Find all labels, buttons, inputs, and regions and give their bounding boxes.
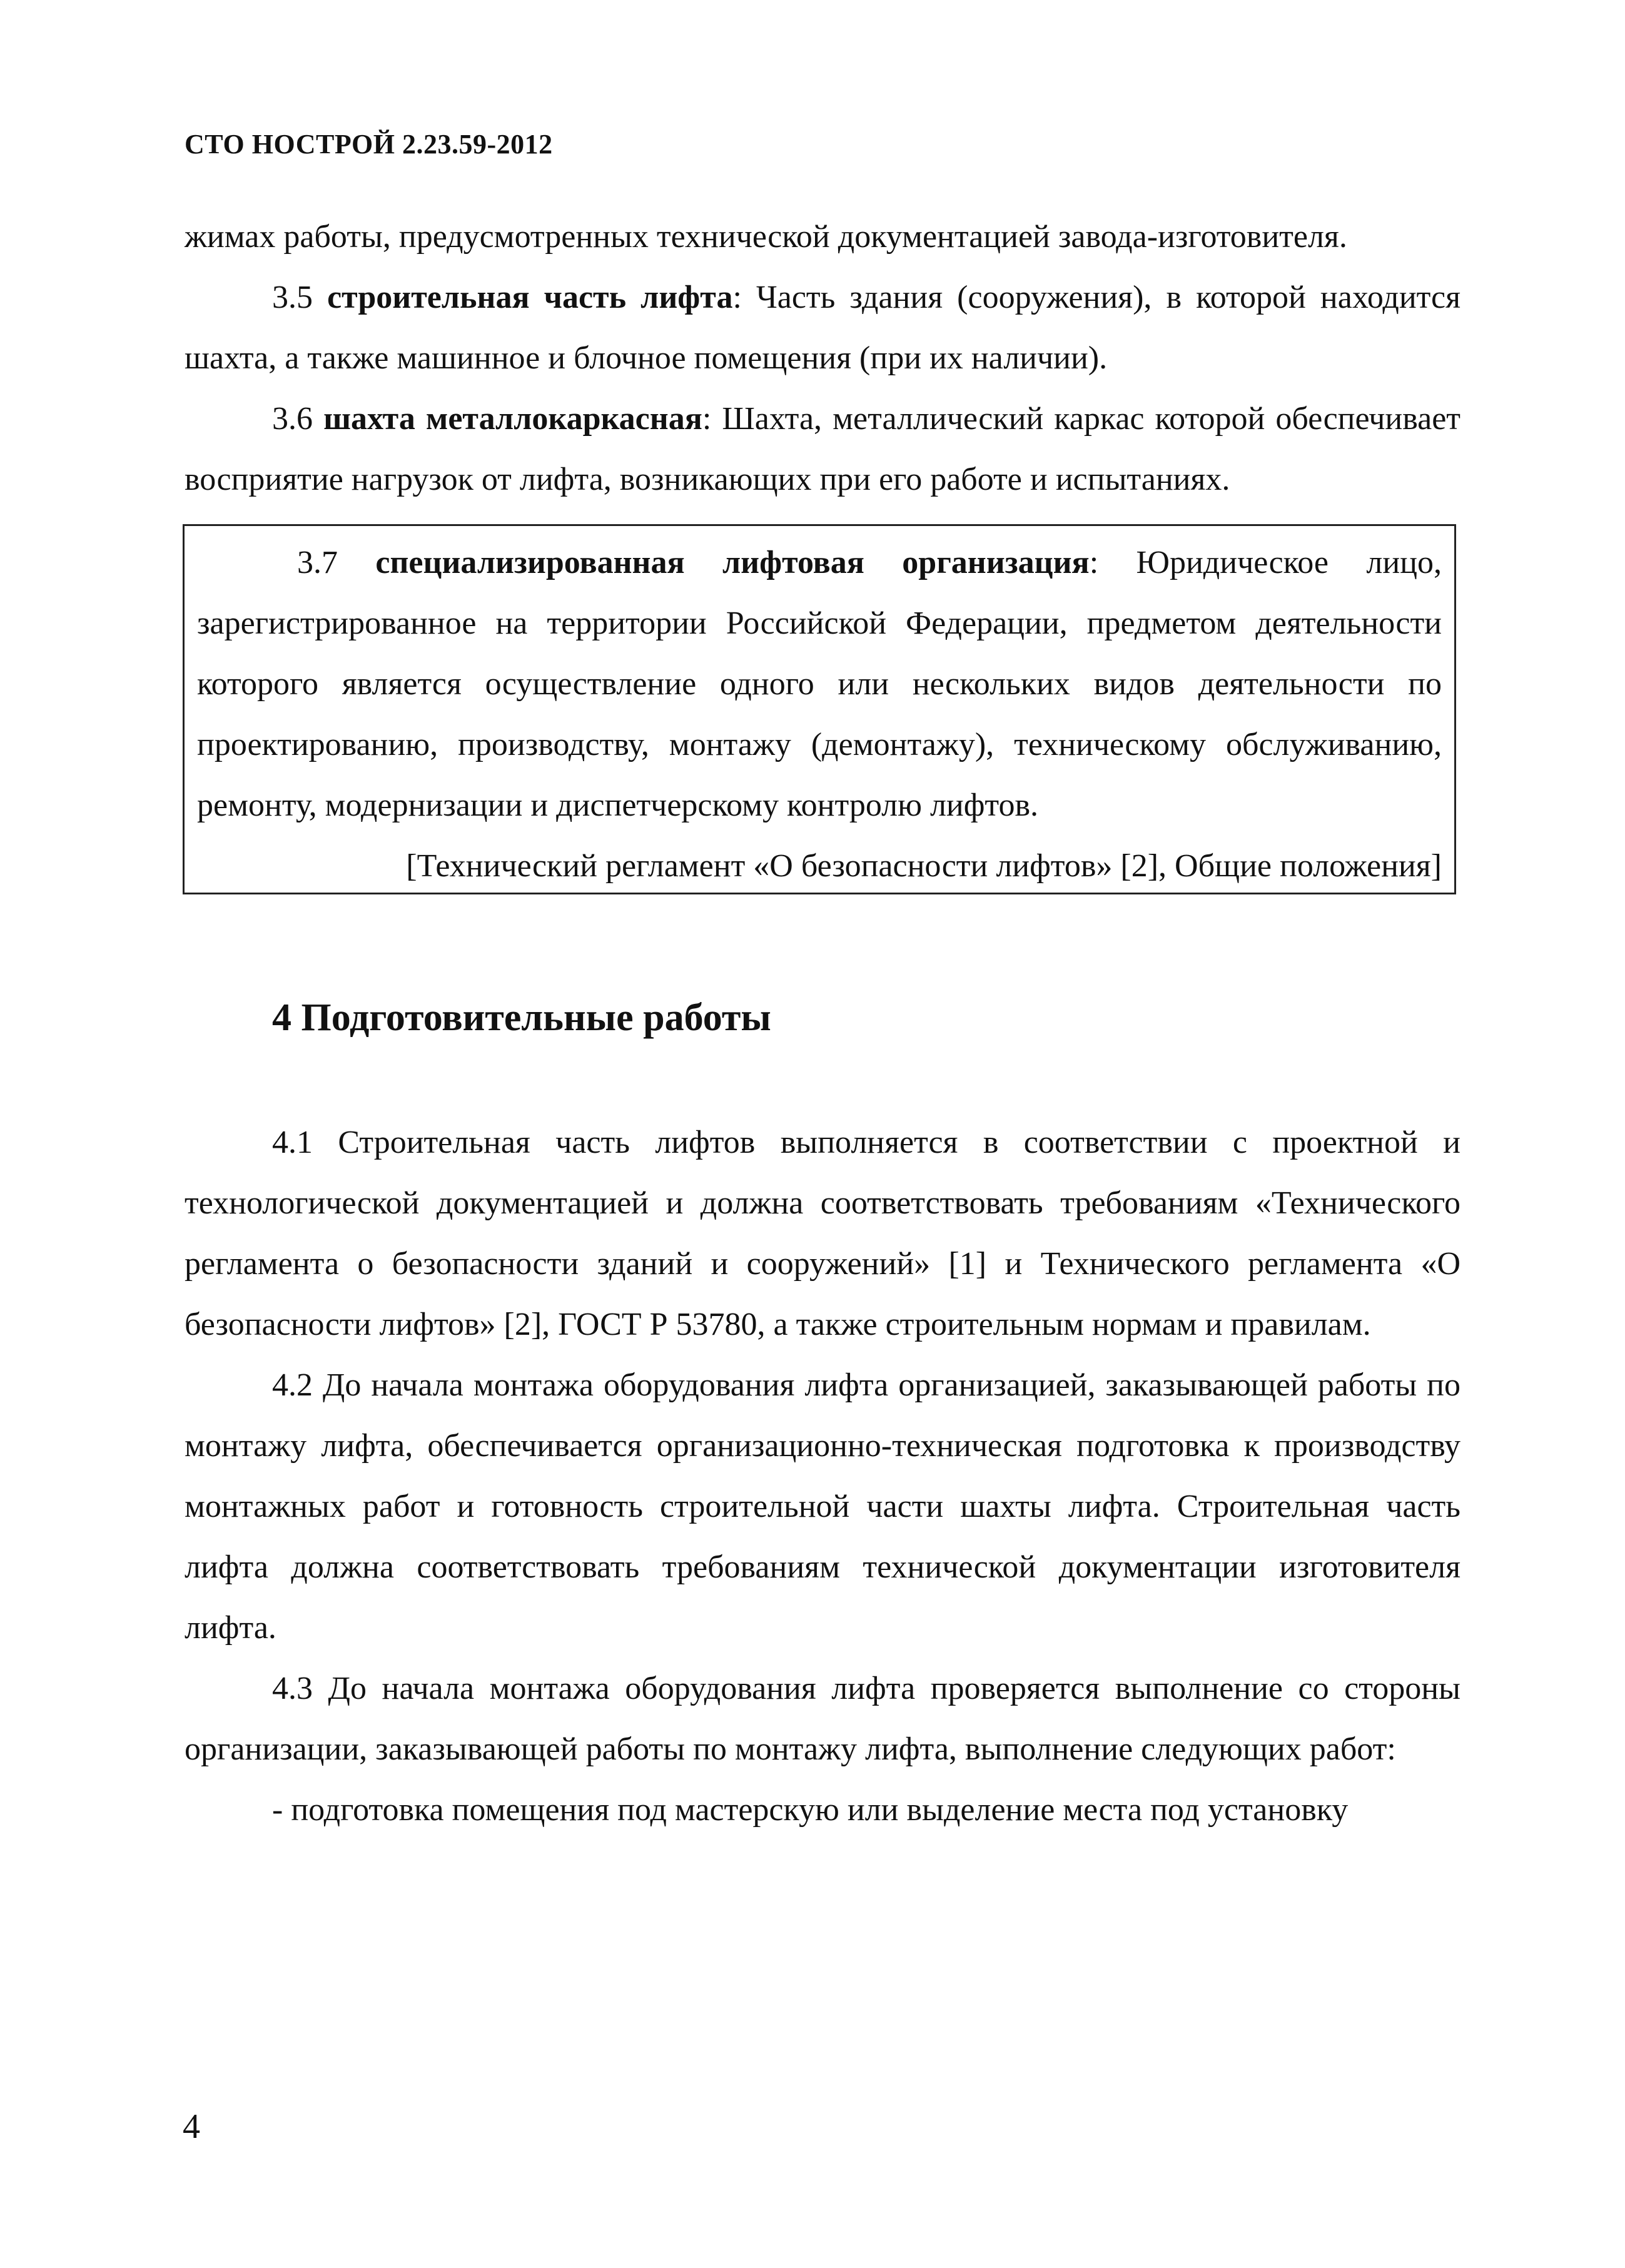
top-text-block (185, 206, 1460, 510)
paragraph-3-7 (197, 532, 1442, 836)
definition-source: [Технический регламент «О безопасности лифтов» [2], Общие положения] (406, 848, 1442, 884)
paragraph-4-1: 4.1 Строительная часть лифтов выполняется в соответствии с проектной и технологической документацией и должна соответствовать требованиям «Технического регламента о безопасности зданий и сооружений» [1] и Технического регламента «О безопасности лифтов» [2], ГОСТ Р 53780, а также строительным нормам и правилам. (185, 1125, 1460, 1342)
paragraph-3-6 (185, 388, 1460, 510)
continuation-paragraph: жимах работы, предусмотренных технической документацией завода-изготовителя. (185, 219, 1347, 255)
definition-text: : Часть здания (сооружения), в которой находится шахта, а также машинное и блочное помещения (при их наличии). (185, 280, 1461, 376)
definition-text: : Шахта, металлический каркас которой обеспечивает восприятие нагрузок от лифта, возникающих при его работе и испытаниях. (185, 401, 1460, 497)
paragraph-number: 3.5 (272, 280, 328, 315)
page-number: 4 (183, 2107, 200, 2146)
paragraph-number: 3.7 (297, 545, 376, 580)
term-construction-part: строительная часть лифта (327, 280, 733, 315)
list-item: - подготовка помещения под мастерскую или выделение места под установку (272, 1792, 1349, 1828)
term-lift-organization: специализированная лифтовая организация (375, 545, 1090, 580)
paragraph-4-3: 4.3 До начала монтажа оборудования лифта проверяется выполнение со стороны организации, заказывающей работы по монтажу лифта, выполнение следующих работ: (185, 1671, 1460, 1767)
definition-box (183, 524, 1456, 894)
paragraph-3-5 (185, 267, 1460, 388)
document-header: СТО НОСТРОЙ 2.23.59-2012 (185, 129, 553, 159)
definition-text: : Юридическое лицо, зарегистрированное на территории Российской Федерации, предметом деятельности которого является осуществление одного или нескольких видов деятельности по проектированию, производству, монтажу (демонтажу), техническому обслуживанию, ремонту, модернизации и диспетчерскому контролю лифтов. (197, 545, 1442, 823)
paragraph-number: 3.6 (272, 401, 324, 437)
section-4-body (185, 1112, 1460, 1840)
paragraph-4-2: 4.2 До начала монтажа оборудования лифта организацией, заказывающей работы по монтажу лифта, обеспечивается организационно-техническая подготовка к производству монтажных работ и готовность строительной части шахты лифта. Строительная часть лифта должна соответствовать требованиям технической документации изготовителя лифта. (185, 1367, 1460, 1646)
term-metal-frame-shaft: шахта металлокаркасная (323, 401, 702, 437)
section-heading: 4 Подготовительные работы (272, 996, 771, 1039)
